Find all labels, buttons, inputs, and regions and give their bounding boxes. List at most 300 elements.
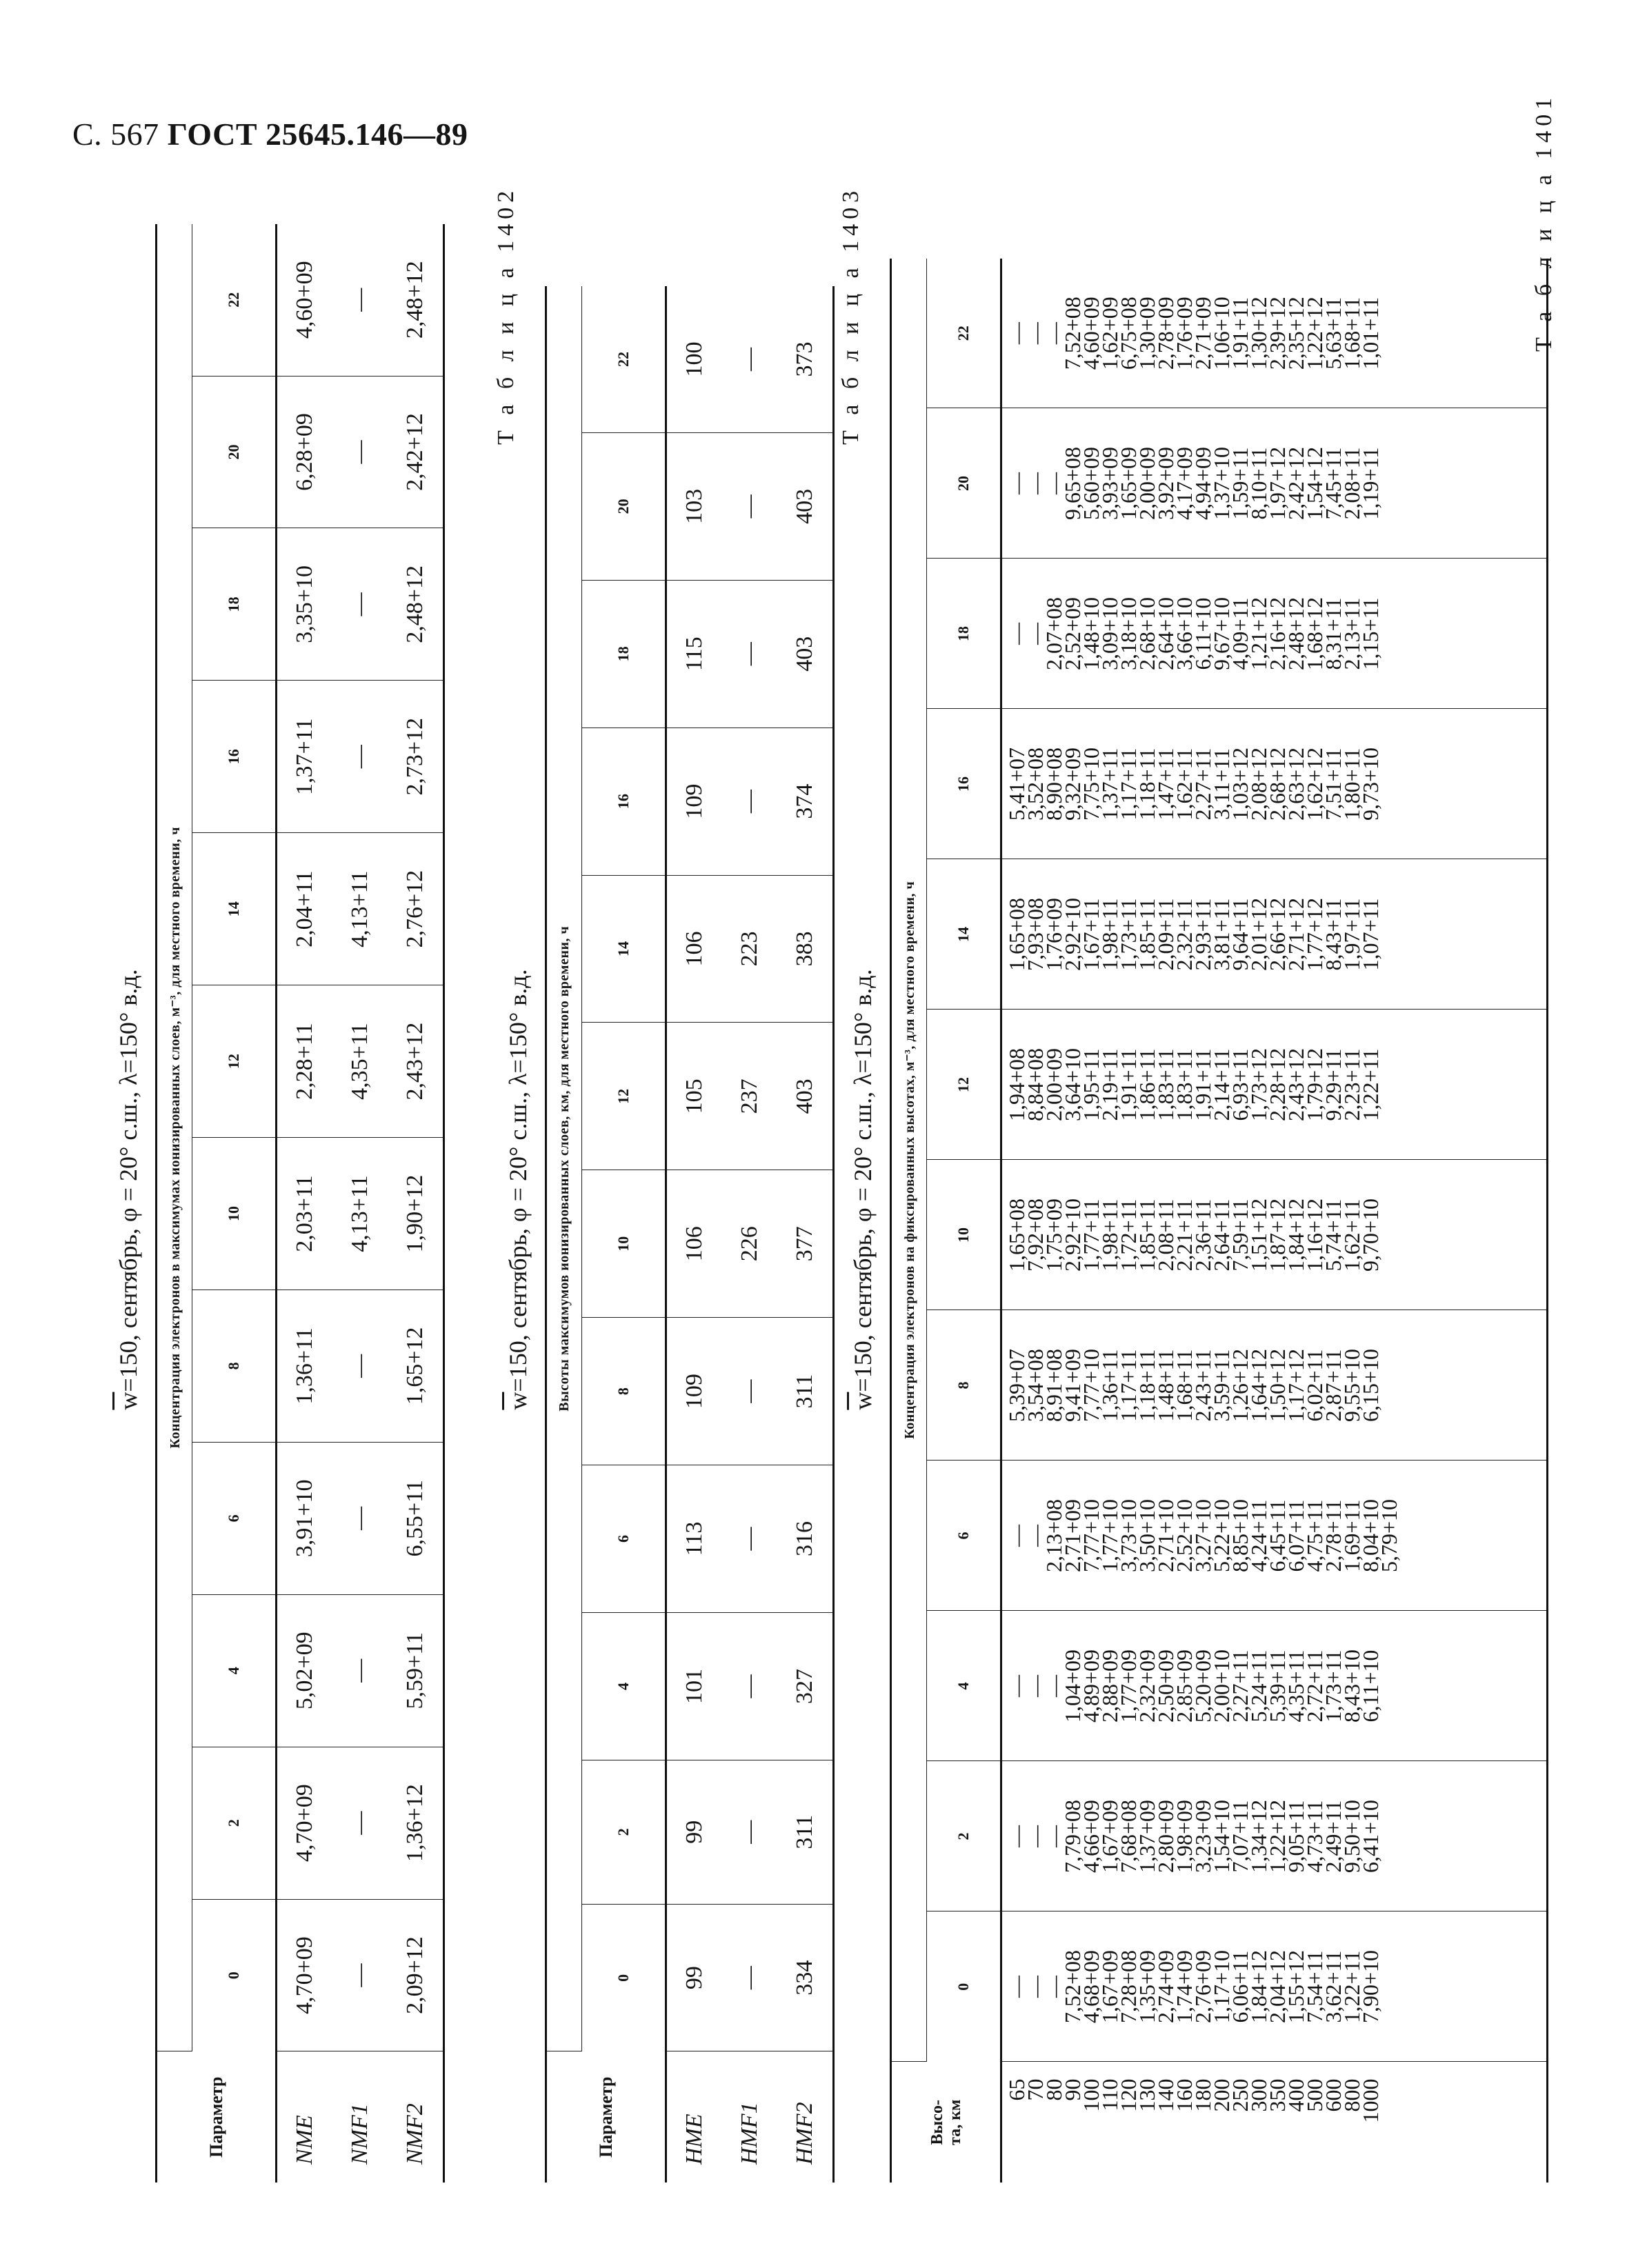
table-cell: 2,28+11 xyxy=(277,985,333,1138)
table-cell: — xyxy=(1041,1675,1066,1697)
table-row xyxy=(666,286,723,2182)
table-cell: 6,11+10 xyxy=(1358,1649,1383,1723)
table-cell: 2,71+10 xyxy=(1153,1498,1178,1573)
table-cell: 2,43+12 xyxy=(1284,1047,1308,1122)
table-cell: 1,18+11 xyxy=(1135,1349,1159,1422)
table-cell: 7,28+08 xyxy=(1116,1949,1141,2024)
row-label: HMF1 xyxy=(736,2102,762,2165)
header-row-span xyxy=(891,259,927,2182)
table-cell: 1,98+09 xyxy=(1172,1799,1197,1874)
table-cell: 9,55+10 xyxy=(1339,1348,1364,1423)
table-cell: — xyxy=(1041,322,1066,345)
hour-header: 22 xyxy=(192,224,277,376)
height-value: 110 xyxy=(1097,2078,1122,2111)
table-cell: 2,07+08 xyxy=(1041,596,1066,671)
table-cell: 2,48+12 xyxy=(387,224,443,376)
table-cell: 1,76+09 xyxy=(1041,897,1066,972)
table-cell: — xyxy=(1023,623,1048,645)
data-row xyxy=(1001,259,1548,2182)
table-cell: 1,65+12 xyxy=(387,1289,443,1442)
table-cell: 1,15+11 xyxy=(1358,597,1383,670)
table-cell: 2,43+12 xyxy=(387,985,443,1138)
span-header: Высоты максимумов ионизированных слоев, км, для местного времени, ч xyxy=(546,286,582,2051)
hour-header: 10 xyxy=(582,1170,666,1318)
table-cell: 2,48+12 xyxy=(1284,596,1308,671)
table-cell: — xyxy=(333,1442,388,1594)
table-cell: 7,07+11 xyxy=(1228,1800,1252,1873)
table-cell: — xyxy=(723,1612,777,1760)
table-cell: 1,91+11 xyxy=(1190,1048,1215,1121)
table-cell: 2,43+11 xyxy=(1190,1349,1215,1422)
hour-column xyxy=(1001,1010,1548,1160)
table-cell: 2,39+12 xyxy=(1265,297,1290,370)
table-cell: 6,41+10 xyxy=(1358,1799,1383,1874)
table-cell: 6,93+11 xyxy=(1228,1048,1252,1121)
table-cell: 2,00+10 xyxy=(1209,1649,1234,1723)
table-cell: 1,35+09 xyxy=(1135,1949,1159,2024)
table-cell: 1,34+12 xyxy=(1246,1799,1271,1874)
table-cell: 7,75+10 xyxy=(1079,747,1104,821)
table-cell: 1,73+11 xyxy=(1321,1649,1346,1723)
height-value: 120 xyxy=(1116,2078,1141,2112)
table-cell: 5,39+11 xyxy=(1265,1649,1290,1723)
table-1403-title: Т а б л и ц а 1403 xyxy=(838,185,864,445)
table-cell: 2,28+12 xyxy=(1265,1047,1290,1122)
table-cell: 1,22+12 xyxy=(1265,1799,1290,1874)
hour-header: 14 xyxy=(582,875,666,1023)
table-cell: 7,54+11 xyxy=(1302,1950,1327,2023)
table-cell: 6,07+11 xyxy=(1284,1499,1308,1572)
table-cell: — xyxy=(333,681,388,833)
hour-column xyxy=(1001,1761,1548,1911)
table-cell: 1,97+12 xyxy=(1265,446,1290,521)
hour-header: 6 xyxy=(582,1465,666,1613)
table-cell: 403 xyxy=(777,432,833,580)
param-header: Параметр xyxy=(546,2051,666,2182)
table-cell: 1,65+09 xyxy=(1116,446,1141,521)
table-cell: 1,76+09 xyxy=(1172,297,1197,370)
table-1403 xyxy=(890,259,1548,2182)
table-cell: 6,28+09 xyxy=(277,376,333,528)
header-row-hours xyxy=(582,286,666,2182)
table-cell: 9,64+11 xyxy=(1228,898,1252,971)
table-cell: — xyxy=(333,528,388,681)
table-cell: 1,21+12 xyxy=(1246,596,1271,671)
table-cell: 2,52+10 xyxy=(1172,1498,1197,1573)
height-value: 350 xyxy=(1265,2078,1290,2112)
table-cell: 5,74+11 xyxy=(1321,1198,1346,1272)
standard-code: ГОСТ 25645.146—89 xyxy=(167,117,468,152)
table-row xyxy=(277,224,333,2182)
span-header: Концентрация электронов на фиксированных высотах, м⁻³, для местного времени, ч xyxy=(891,259,927,2062)
table-cell: 2,80+09 xyxy=(1153,1799,1178,1874)
table-cell: 4,60+09 xyxy=(1079,297,1104,370)
table-cell: 2,04+11 xyxy=(277,833,333,985)
row-label: NMF1 xyxy=(346,2103,372,2165)
hour-header: 16 xyxy=(927,709,1001,859)
table-cell: 7,68+08 xyxy=(1116,1799,1141,1874)
solar-activity-symbol: $\overline{w}$ xyxy=(114,1392,142,1410)
table-cell: 2,35+12 xyxy=(1284,297,1308,370)
table-cell: 2,09+11 xyxy=(1153,898,1178,971)
row-label: NMF2 xyxy=(401,2103,428,2165)
table-1401-conditions xyxy=(114,707,143,1672)
table-cell: 3,64+10 xyxy=(1060,1047,1085,1122)
table-cell: 113 xyxy=(666,1465,723,1613)
table-cell: 3,54+08 xyxy=(1023,1348,1048,1423)
table-cell: 311 xyxy=(777,1760,833,1904)
table-cell: 2,27+11 xyxy=(1228,1649,1252,1723)
height-header: Высо- та, км xyxy=(891,2062,1001,2182)
table-cell: 2,04+12 xyxy=(1265,1949,1290,2024)
table-cell: 103 xyxy=(666,432,723,580)
table-cell: 7,45+11 xyxy=(1321,447,1346,520)
table-cell: — xyxy=(723,286,777,432)
table-cell: 2,32+09 xyxy=(1135,1649,1159,1723)
table-cell: 2,00+09 xyxy=(1041,1047,1066,1122)
table-cell: 3,09+10 xyxy=(1097,596,1122,671)
table-cell: — xyxy=(1023,1675,1048,1697)
table-cell: 1,30+09 xyxy=(1135,297,1159,370)
table-cell: 5,60+09 xyxy=(1079,446,1104,521)
table-cell: — xyxy=(1041,1825,1066,1847)
table-cell: 5,02+09 xyxy=(277,1594,333,1747)
table-cell: 1,59+11 xyxy=(1228,447,1252,520)
table-cell: 1,55+12 xyxy=(1284,1949,1308,2024)
table-cell: 377 xyxy=(777,1170,833,1318)
table-cell: 99 xyxy=(666,1904,723,2051)
header-row-span xyxy=(546,286,582,2182)
table-cell: 3,73+10 xyxy=(1116,1498,1141,1573)
hour-header: 18 xyxy=(927,559,1001,709)
table-cell: 2,13+08 xyxy=(1041,1498,1066,1573)
table-cell: 4,70+09 xyxy=(277,1899,333,2051)
table-cell: 3,66+10 xyxy=(1172,596,1197,671)
table-cell: 3,50+10 xyxy=(1135,1498,1159,1573)
table-cell: 106 xyxy=(666,875,723,1023)
hour-header: 12 xyxy=(927,1010,1001,1160)
table-cell: 1,83+11 xyxy=(1153,1048,1178,1121)
table-cell: 8,10+11 xyxy=(1246,447,1271,520)
height-value: 160 xyxy=(1172,2078,1197,2112)
table-cell: 1,98+11 xyxy=(1097,898,1122,971)
table-cell: 7,90+10 xyxy=(1358,1949,1383,2024)
table-cell: 3,23+09 xyxy=(1190,1799,1215,1874)
table-cell: 4,24+11 xyxy=(1246,1499,1271,1572)
table-cell: 334 xyxy=(777,1904,833,2051)
row-label: HMF2 xyxy=(791,2102,817,2165)
row-label: NME xyxy=(292,2115,318,2165)
table-cell: 4,60+09 xyxy=(277,224,333,376)
table-cell: 4,73+11 xyxy=(1302,1800,1327,1873)
hour-header: 2 xyxy=(192,1747,277,1899)
table-cell: — xyxy=(333,376,388,528)
hour-column xyxy=(1001,709,1548,859)
header-row-hours xyxy=(927,259,1001,2182)
table-cell: 1,73+12 xyxy=(1246,1047,1271,1122)
table-cell: 1,37+11 xyxy=(277,681,333,833)
table-cell: 1,37+10 xyxy=(1209,446,1234,521)
table-cell: 2,68+10 xyxy=(1135,596,1159,671)
table-cell: — xyxy=(723,1465,777,1613)
table-cell: 4,09+11 xyxy=(1228,597,1252,670)
table-cell: 1,19+11 xyxy=(1358,447,1383,520)
height-value: 180 xyxy=(1190,2078,1215,2112)
table-cell: 1,68+12 xyxy=(1302,596,1327,671)
hour-header: 2 xyxy=(927,1761,1001,1911)
table-cell: 2,08+11 xyxy=(1153,1198,1178,1272)
table-cell: 2,42+12 xyxy=(387,376,443,528)
conditions-text: =150, сентябрь, φ = 20° с.ш., λ=150° в.д. xyxy=(849,969,877,1392)
table-cell: 4,89+09 xyxy=(1079,1649,1104,1723)
table-cell: 109 xyxy=(666,1318,723,1465)
height-value: 400 xyxy=(1284,2078,1308,2112)
table-cell: 1,87+12 xyxy=(1265,1198,1290,1272)
table-cell: — xyxy=(1004,472,1029,494)
table-cell: 6,02+11 xyxy=(1302,1349,1327,1422)
table-cell: 4,17+09 xyxy=(1172,446,1197,521)
table-cell: 5,79+10 xyxy=(1377,1498,1401,1573)
table-cell: 1,62+12 xyxy=(1302,747,1327,821)
hour-column xyxy=(1001,408,1548,559)
table-cell: 1,90+12 xyxy=(387,1138,443,1290)
table-cell: 1,77+09 xyxy=(1116,1649,1141,1723)
table-cell: 2,66+12 xyxy=(1265,897,1290,972)
table-cell: 1,84+12 xyxy=(1246,1949,1271,2024)
table-cell: 1,22+11 xyxy=(1358,1048,1383,1121)
table-cell: 1,37+11 xyxy=(1097,747,1122,821)
table-cell: 223 xyxy=(723,875,777,1023)
table-cell: 9,05+11 xyxy=(1284,1800,1308,1873)
table-cell: 109 xyxy=(666,727,723,875)
table-cell: — xyxy=(723,432,777,580)
table-cell: 2,71+12 xyxy=(1284,897,1308,972)
table-cell: 1,69+11 xyxy=(1339,1499,1364,1572)
table-cell: 2,09+12 xyxy=(387,1899,443,2051)
table-cell: 6,55+11 xyxy=(387,1442,443,1594)
span-header: Концентрация электронов в максимумах ионизированных слоев, м⁻³, для местного времени, ч xyxy=(157,224,192,2051)
hour-header: 18 xyxy=(582,580,666,727)
table-cell: 3,27+10 xyxy=(1190,1498,1215,1573)
height-value: 800 xyxy=(1339,2078,1364,2112)
table-cell: 9,65+08 xyxy=(1060,446,1085,521)
hour-header: 18 xyxy=(192,528,277,681)
table-cell: 6,45+11 xyxy=(1265,1499,1290,1572)
table-cell: 1,54+10 xyxy=(1209,1799,1234,1874)
table-cell: — xyxy=(723,1318,777,1465)
table-cell: 4,70+09 xyxy=(277,1747,333,1899)
table-cell: 1,65+08 xyxy=(1004,897,1029,972)
table-cell: 403 xyxy=(777,1023,833,1170)
table-cell: 1,67+11 xyxy=(1079,898,1104,971)
hour-header: 4 xyxy=(927,1611,1001,1761)
table-cell: 1,07+11 xyxy=(1358,898,1383,971)
table-cell: 1,83+11 xyxy=(1172,1048,1197,1121)
table-cell: 1,47+11 xyxy=(1153,747,1178,821)
table-cell: 1,06+10 xyxy=(1209,297,1234,370)
height-value: 100 xyxy=(1079,2078,1104,2112)
table-cell: — xyxy=(723,1760,777,1904)
table-cell: — xyxy=(1004,1825,1029,1847)
table-cell: 1,54+12 xyxy=(1302,446,1327,521)
table-cell: 115 xyxy=(666,580,723,727)
table-cell: 1,17+12 xyxy=(1284,1348,1308,1423)
hour-column xyxy=(1001,1611,1548,1761)
table-cell: 1,74+09 xyxy=(1172,1949,1197,2024)
hour-column xyxy=(1001,559,1548,709)
table-cell: — xyxy=(1023,1825,1048,1847)
table-cell: — xyxy=(723,1904,777,2051)
table-cell: 1,80+11 xyxy=(1339,747,1364,821)
height-value: 1000 xyxy=(1358,2078,1383,2123)
table-cell: 2,71+09 xyxy=(1190,297,1215,370)
table-cell: 1,01+11 xyxy=(1358,297,1383,370)
hour-column xyxy=(1001,259,1548,408)
table-cell: 2,64+10 xyxy=(1153,596,1178,671)
table-cell: 100 xyxy=(666,286,723,432)
table-cell: 9,29+11 xyxy=(1321,1048,1346,1121)
table-cell: 2,16+12 xyxy=(1265,596,1290,671)
table-cell: — xyxy=(1023,1976,1048,1998)
table-cell: 1,86+11 xyxy=(1135,1048,1159,1121)
table-cell: — xyxy=(333,1594,388,1747)
table-cell: 1,79+12 xyxy=(1302,1047,1327,1122)
table-cell: 8,43+10 xyxy=(1339,1649,1364,1723)
height-value: 90 xyxy=(1060,2078,1085,2101)
table-cell: 9,41+09 xyxy=(1060,1348,1085,1423)
table-cell: 7,79+08 xyxy=(1060,1799,1085,1874)
height-value: 130 xyxy=(1135,2078,1159,2112)
table-cell: 2,76+12 xyxy=(387,833,443,985)
table-cell: 3,81+11 xyxy=(1209,898,1234,971)
table-cell: 2,32+11 xyxy=(1172,898,1197,971)
table-cell: 2,73+12 xyxy=(387,681,443,833)
table-cell: 2,36+11 xyxy=(1190,1198,1215,1272)
table-cell: 3,91+10 xyxy=(277,1442,333,1594)
table-cell: 1,65+08 xyxy=(1004,1198,1029,1272)
table-cell: — xyxy=(1004,1976,1029,1998)
table-cell: 383 xyxy=(777,875,833,1023)
table-cell: — xyxy=(1023,322,1048,345)
table-cell: 403 xyxy=(777,580,833,727)
table-cell: 2,74+09 xyxy=(1153,1949,1178,2024)
conditions-text: =150, сентябрь, φ = 20° с.ш., λ=150° в.д. xyxy=(504,969,532,1392)
table-cell: 5,20+09 xyxy=(1190,1649,1215,1723)
table-cell: 1,95+11 xyxy=(1079,1048,1104,1121)
hour-header: 0 xyxy=(582,1904,666,2051)
table-cell: 1,94+08 xyxy=(1004,1047,1029,1122)
table-cell: 2,64+11 xyxy=(1209,1198,1234,1272)
table-1403-conditions xyxy=(848,707,877,1672)
table-cell: 1,64+12 xyxy=(1246,1348,1271,1423)
header-row-span xyxy=(157,224,192,2182)
table-cell: 2,85+09 xyxy=(1172,1649,1197,1723)
table-cell: 237 xyxy=(723,1023,777,1170)
hour-column xyxy=(1001,1160,1548,1310)
table-cell: 8,84+08 xyxy=(1023,1047,1048,1122)
table-cell: 2,48+12 xyxy=(387,528,443,681)
table-cell: 2,63+12 xyxy=(1284,747,1308,821)
table-1402 xyxy=(545,286,835,2182)
table-1402-title: Т а б л и ц а 1402 xyxy=(493,185,519,445)
table-cell: 1,98+11 xyxy=(1097,1198,1122,1272)
table-cell: 226 xyxy=(723,1170,777,1318)
hour-header: 0 xyxy=(192,1899,277,2051)
table-cell: 8,85+10 xyxy=(1228,1498,1252,1573)
table-cell: 8,04+10 xyxy=(1358,1498,1383,1573)
hour-header: 22 xyxy=(582,286,666,432)
height-value: 200 xyxy=(1209,2078,1234,2112)
table-row xyxy=(333,224,388,2182)
page-header xyxy=(72,116,468,152)
height-value: 140 xyxy=(1153,2078,1178,2112)
height-value: 65 xyxy=(1004,2078,1029,2101)
table-cell: — xyxy=(1041,1976,1066,1998)
table-cell: 2,19+11 xyxy=(1097,1048,1122,1121)
table-cell: 1,37+09 xyxy=(1135,1799,1159,1874)
table-cell: — xyxy=(723,727,777,875)
hour-column xyxy=(1001,859,1548,1010)
table-cell: 1,67+09 xyxy=(1097,1949,1122,2024)
table-cell: 2,49+11 xyxy=(1321,1800,1346,1873)
table-cell: 2,13+11 xyxy=(1339,597,1364,670)
table-cell: 99 xyxy=(666,1760,723,1904)
table-cell: 1,73+11 xyxy=(1116,898,1141,971)
table-cell: 2,14+11 xyxy=(1209,1048,1234,1121)
table-cell: — xyxy=(1004,623,1029,645)
table-cell: 1,85+11 xyxy=(1135,1198,1159,1272)
hour-header: 14 xyxy=(192,833,277,985)
table-cell: 1,16+12 xyxy=(1302,1198,1327,1272)
table-cell: 9,70+10 xyxy=(1358,1198,1383,1272)
table-cell: — xyxy=(333,1289,388,1442)
hour-header: 6 xyxy=(927,1461,1001,1611)
table-cell: 311 xyxy=(777,1318,833,1465)
table-cell: 2,00+09 xyxy=(1135,446,1159,521)
table-cell: 1,77+12 xyxy=(1302,897,1327,972)
table-cell: 1,72+11 xyxy=(1116,1198,1141,1272)
height-value: 600 xyxy=(1321,2078,1346,2112)
row-label: HME xyxy=(681,2114,708,2165)
hour-header: 20 xyxy=(582,432,666,580)
table-cell: 4,13+11 xyxy=(333,833,388,985)
table-cell: 3,62+11 xyxy=(1321,1950,1346,2023)
table-cell: 2,01+12 xyxy=(1246,897,1271,972)
table-cell: 2,92+10 xyxy=(1060,897,1085,972)
table-cell: — xyxy=(333,224,388,376)
hour-header: 16 xyxy=(192,681,277,833)
hour-column xyxy=(1001,1461,1548,1611)
table-cell: 2,08+11 xyxy=(1339,447,1364,520)
table-row xyxy=(777,286,833,2182)
table-cell: 4,68+09 xyxy=(1079,1949,1104,2024)
table-cell: — xyxy=(1023,1525,1048,1547)
table-cell: 2,08+12 xyxy=(1246,747,1271,821)
table-cell: 101 xyxy=(666,1612,723,1760)
param-header: Параметр xyxy=(157,2051,277,2182)
table-cell: 6,15+10 xyxy=(1358,1348,1383,1423)
table-1403-block xyxy=(838,183,1579,2196)
table-cell: 1,48+11 xyxy=(1153,1349,1178,1422)
table-cell: 1,22+11 xyxy=(1339,1950,1364,2023)
table-cell: 2,78+09 xyxy=(1153,297,1178,370)
table-cell: 1,18+11 xyxy=(1135,747,1159,821)
height-value: 250 xyxy=(1228,2078,1252,2112)
table-cell: 6,11+10 xyxy=(1190,597,1215,670)
table-cell: 3,18+10 xyxy=(1116,596,1141,671)
table-cell: 8,90+08 xyxy=(1041,747,1066,821)
table-cell: 4,13+11 xyxy=(333,1138,388,1290)
